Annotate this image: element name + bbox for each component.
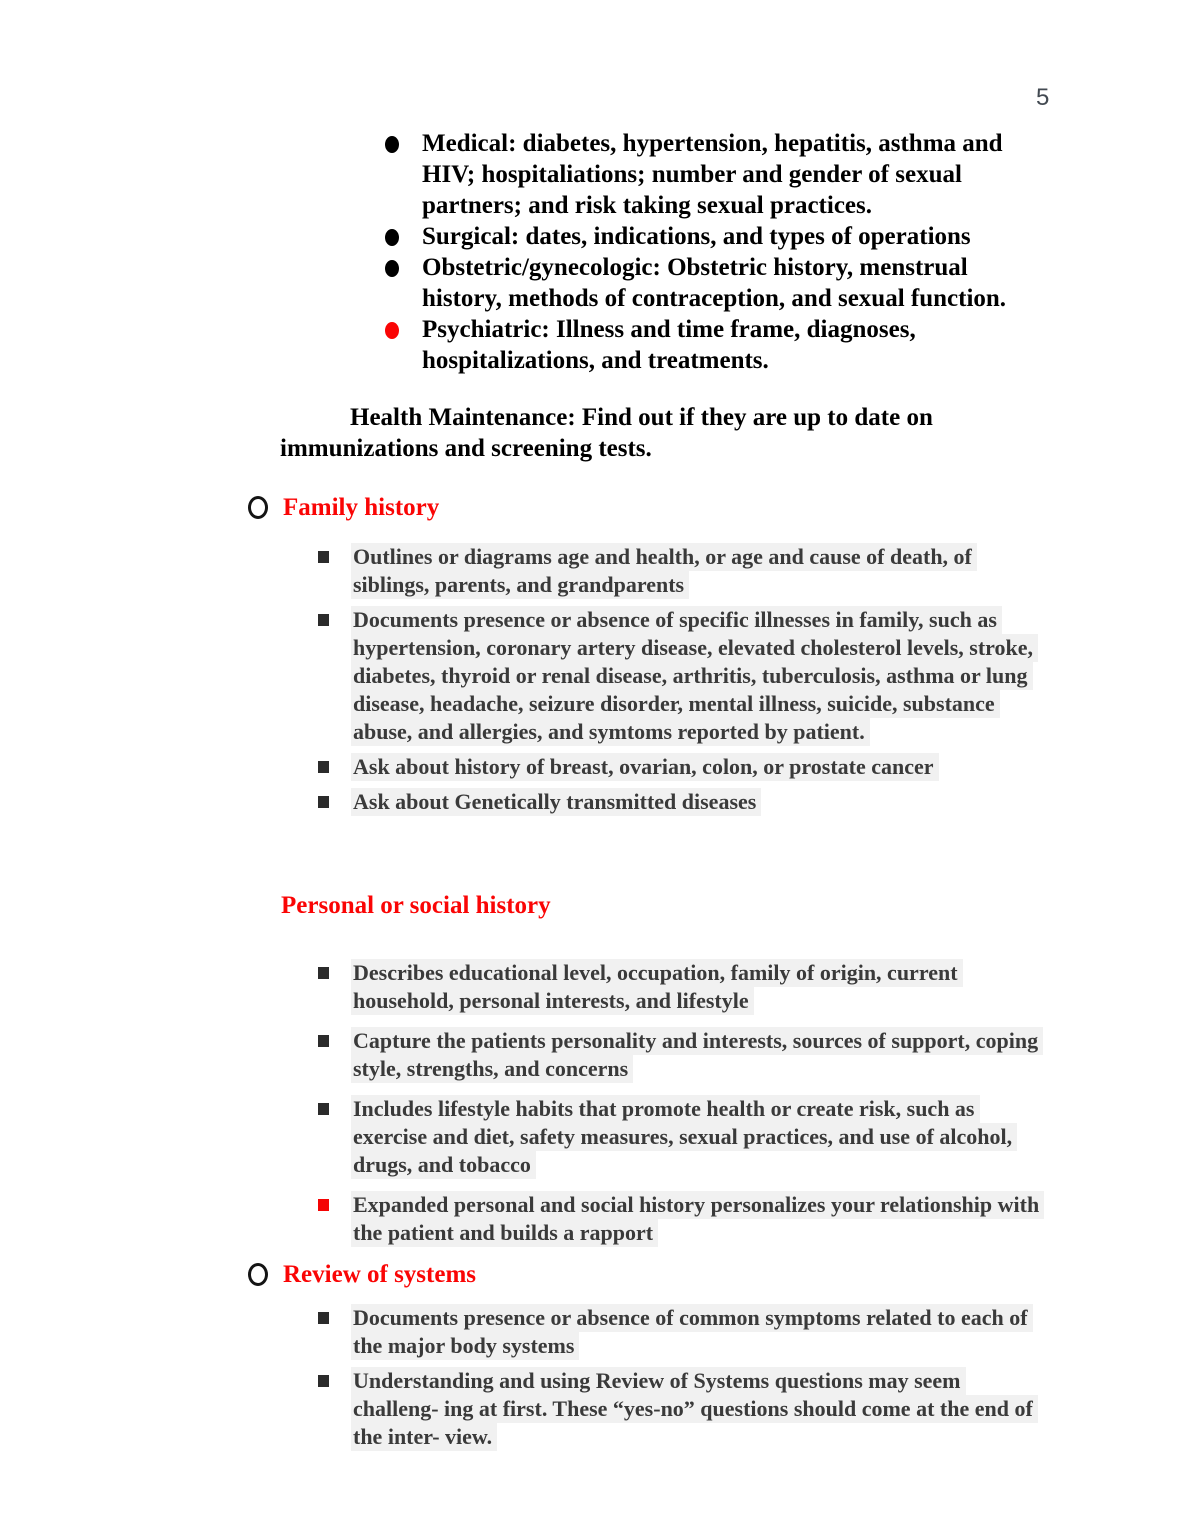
square-bullet-icon (318, 967, 329, 979)
history-item (385, 128, 1030, 221)
section-item-text: Ask about Genetically transmitted diseases (351, 788, 761, 816)
section-item-text: Capture the patients personality and interests, sources of support, coping style, strengths, and concerns (351, 1027, 1043, 1083)
square-bullet-icon (318, 796, 329, 808)
bullet-dot-icon (385, 260, 399, 277)
health-maintenance-paragraph: Health Maintenance: Find out if they are up to date on immunizations and screening tests. (280, 404, 933, 462)
square-bullet-icon (318, 1375, 329, 1387)
section-review-of-systems (0, 1259, 1190, 1451)
history-item (385, 221, 1030, 252)
square-bullet-icon (318, 1103, 329, 1115)
page-number: 5 (1036, 84, 1050, 111)
section-heading: Personal or social history (281, 892, 551, 919)
square-bullet-icon (318, 1312, 329, 1324)
history-item-text: Obstetric/gynecologic: Obstetric history, menstrual history, methods of contraception, and sexual function. (422, 254, 1007, 312)
section-item (318, 1191, 1044, 1247)
section-heading-row (248, 492, 1190, 523)
section-item-text: Ask about history of breast, ovarian, colon, or prostate cancer (351, 753, 939, 781)
section-item (318, 1095, 1044, 1179)
square-bullet-icon (318, 761, 329, 773)
section-item (318, 753, 1044, 781)
section-item (318, 543, 1044, 599)
section-item-list (318, 1304, 1044, 1451)
square-bullet-icon (318, 1199, 329, 1211)
square-bullet-icon (318, 551, 329, 563)
circle-bullet-icon (248, 1263, 268, 1286)
section-item (318, 1027, 1044, 1083)
section-item-text: Describes educational level, occupation, family of origin, current household, personal interests, and lifestyle (351, 959, 963, 1015)
section-item (318, 959, 1044, 1015)
section-item-text: Documents presence or absence of specific illnesses in family, such as hypertension, coronary artery disease, elevated cholesterol levels, stroke, diabetes, thyroid or renal disease, arthritis, tuberculosis, asthma or lung disease, headache, seizure disorder, mental illness, suicide, substance abuse, and allergies, and symtoms reported by patient. (351, 606, 1038, 746)
section-item (318, 788, 1044, 816)
section-item-text: Outlines or diagrams age and health, or age and cause of death, of siblings, parents, and grandparents (351, 543, 977, 599)
section-item-text: Documents presence or absence of common symptoms related to each of the major body systems (351, 1304, 1033, 1360)
history-item (385, 252, 1030, 314)
bullet-dot-icon (385, 322, 399, 339)
section-item (318, 1304, 1044, 1360)
section-heading: Review of systems (283, 1261, 477, 1288)
history-item-text: Medical: diabetes, hypertension, hepatitis, asthma and HIV; hospitaliations; number and gender of sexual partners; and risk taking sexual practices. (422, 130, 1003, 219)
circle-bullet-icon (248, 496, 268, 519)
bullet-dot-icon (385, 136, 399, 153)
section-item-list (318, 959, 1044, 1247)
past-history-list (385, 128, 1030, 376)
section-heading: Family history (283, 494, 440, 521)
section-heading-row (248, 1259, 1190, 1290)
square-bullet-icon (318, 614, 329, 626)
bullet-dot-icon (385, 229, 399, 246)
sections (0, 492, 1190, 1451)
history-item-text: Surgical: dates, indications, and types of operations (422, 223, 971, 250)
history-item-text: Psychiatric: Illness and time frame, diagnoses, hospitalizations, and treatments. (422, 316, 916, 374)
section-item-text: Expanded personal and social history personalizes your relationship with the patient and builds a rapport (351, 1191, 1044, 1247)
section-item (318, 1367, 1044, 1451)
section-item-text: Understanding and using Review of Systems questions may seem challeng- ing at first. These “yes-no” questions should come at the end of the inter- view. (351, 1367, 1038, 1451)
section-item-text: Includes lifestyle habits that promote health or create risk, such as exercise and diet, safety measures, sexual practices, and use of alcohol, drugs, and tobacco (351, 1095, 1017, 1179)
square-bullet-icon (318, 1035, 329, 1047)
history-item (385, 314, 1030, 376)
section-item-list (318, 543, 1044, 816)
section-family-history (0, 492, 1190, 816)
section-personal-or-social-history (0, 890, 1190, 1247)
section-heading-row (281, 890, 1190, 921)
section-item (318, 606, 1044, 746)
